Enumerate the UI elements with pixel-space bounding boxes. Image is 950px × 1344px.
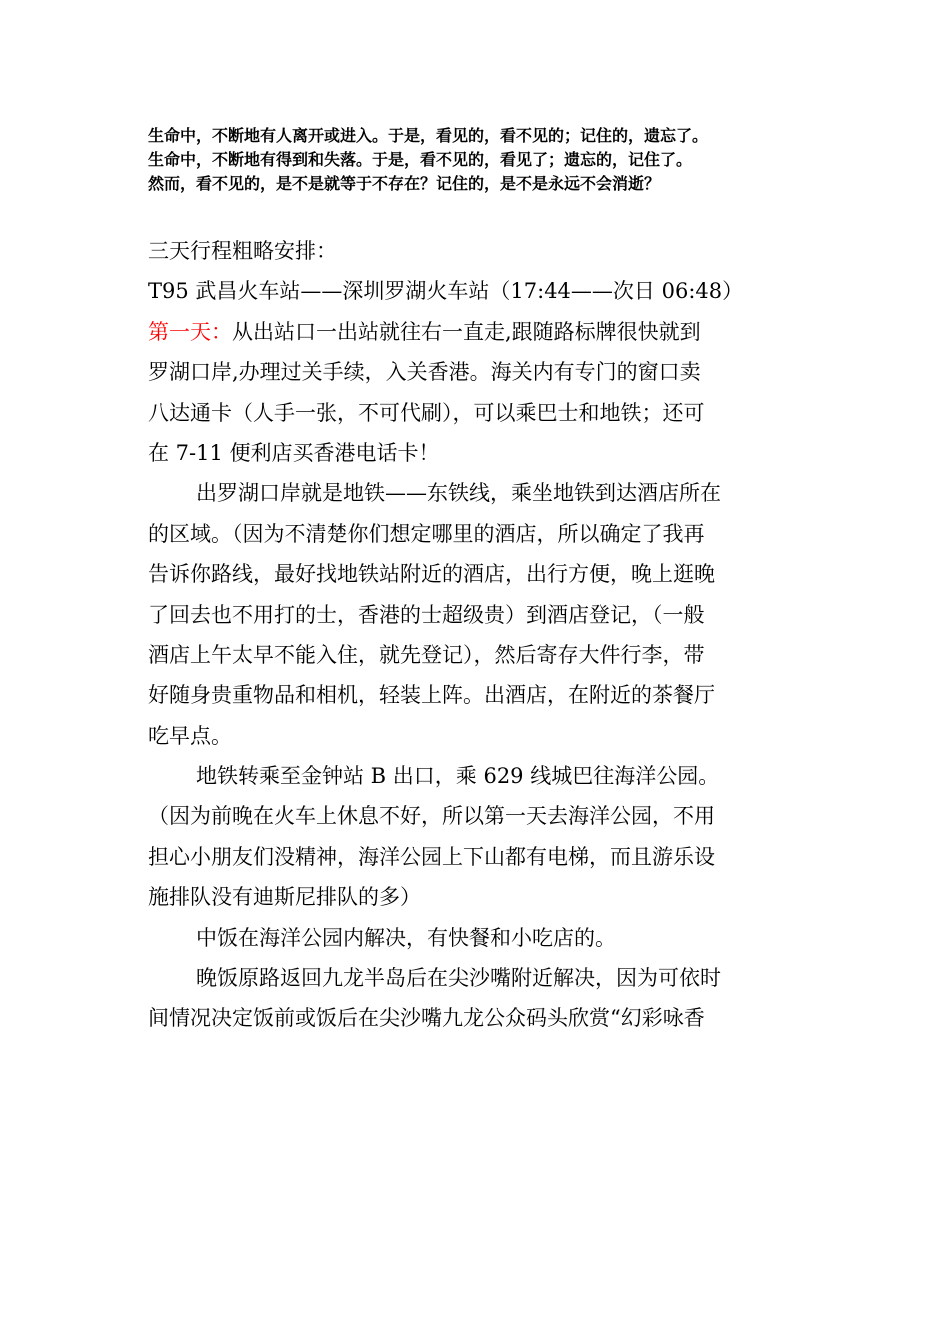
quote-line: 然而，看不见的，是不是就等于不存在？记住的，是不是永远不会消逝？ <box>148 174 661 193</box>
paragraph-first-line: 中饭在海洋公园内解决，有快餐和小吃店的。 <box>196 925 616 950</box>
text-line: （因为前晚在火车上休息不好，所以第一天去海洋公园，不用 <box>148 804 715 829</box>
text-line: 酒店上午太早不能入住，就先登记），然后寄存大件行李，带 <box>148 642 705 667</box>
text-line: 在 7-11 便利店买香港电话卡！ <box>148 440 440 465</box>
text-line: 施排队没有迪斯尼排队的多） <box>148 885 421 910</box>
text-line: 间情况决定饭前或饭后在尖沙嘴九龙公众码头欣赏“幻彩咏香 <box>148 1006 705 1031</box>
quote-line: 生命中，不断地有得到和失落。于是，看不见的，看见了；遗忘的，记住了。 <box>148 150 693 169</box>
paragraph-first-line: 出罗湖口岸就是地铁——东铁线，乘坐地铁到达酒店所在 <box>196 481 721 506</box>
day1-label: 第一天： <box>148 319 232 344</box>
train-info: T95 武昌火车站——深圳罗湖火车站（17:44——次日 06:48） <box>148 279 744 304</box>
paragraph-first-line: 地铁转乘至金钟站 B 出口，乘 629 线城巴往海洋公园。 <box>196 764 720 789</box>
document-body <box>148 231 808 1039</box>
text-line: 了回去也不用打的士，香港的士超级贵）到酒店登记，（一般 <box>148 602 705 627</box>
text-line: 罗湖口岸,办理过关手续，入关香港。海关内有专门的窗口卖 <box>148 360 701 385</box>
text-line: 吃早点。 <box>148 723 232 748</box>
text-line: 好随身贵重物品和相机，轻装上阵。出酒店，在附近的茶餐厅 <box>148 683 715 708</box>
section-title: 三天行程粗略安排： <box>148 239 337 263</box>
quote-line: 生命中，不断地有人离开或进入。于是，看见的，看不见的；记住的，遗忘了。 <box>148 126 709 145</box>
header-quote <box>148 124 848 196</box>
text-line: 担心小朋友们没精神，海洋公园上下山都有电梯，而且游乐设 <box>148 844 715 869</box>
day1-text: 从出站口一出站就往右一直走,跟随路标牌很快就到 <box>232 319 701 344</box>
text-line: 八达通卡（人手一张，不可代刷），可以乘巴士和地铁；还可 <box>148 400 705 425</box>
paragraph-first-line: 晚饭原路返回九龙半岛后在尖沙嘴附近解决，因为可依时 <box>196 966 721 991</box>
text-line: 的区域。（因为不清楚你们想定哪里的酒店，所以确定了我再 <box>148 521 705 546</box>
text-line: 告诉你路线，最好找地铁站附近的酒店，出行方便，晚上逛晚 <box>148 562 715 587</box>
day1-first-line <box>148 312 808 352</box>
